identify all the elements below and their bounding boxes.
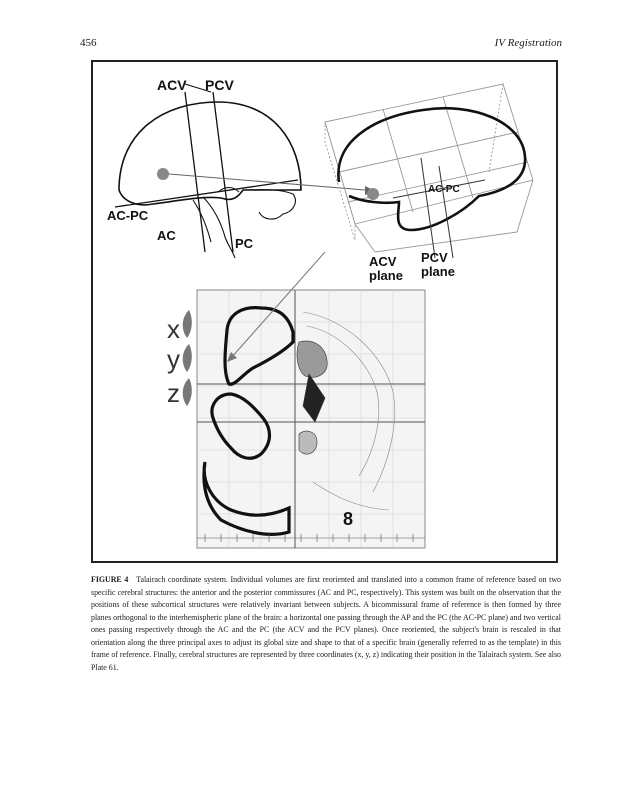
label-pc: PC — [235, 236, 254, 251]
slice-number: 8 — [343, 509, 354, 529]
sagittal-brain-outline — [119, 102, 301, 258]
ac-marker-left — [157, 168, 169, 180]
figure-frame — [91, 60, 558, 563]
label-x: x — [167, 314, 180, 344]
label-acv-top: ACV — [157, 77, 187, 93]
label-acv-plane-1: ACV — [369, 254, 397, 269]
label-y: y — [167, 344, 180, 374]
page-number: 456 — [80, 37, 97, 49]
label-pcv-plane-1: PCV — [421, 250, 448, 265]
atlas-slice — [197, 290, 425, 548]
label-ac: AC — [157, 228, 176, 243]
running-head: IV Registration — [494, 37, 562, 49]
label-pcv-top: PCV — [205, 77, 234, 93]
caption-text: Talairach coordinate system. Individual volumes are first reoriented and translated into a common frame of reference based on two specific cerebral structures: the anterior and the posterior commissures (AC and PC, respectively). This system was built on the observation that the positions of these subcortical structures were relatively invariant between subjects. A bicommissural frame of reference is then formed by three planes orthogonal to the interhemispheric plane of the brain: a horizontal one passing through the AP and the PC (the AC-PC plane) and two vertical ones passing respectively through the AC and the PC (the ACV and the PCV planes). Once reoriented, the subject's brain is rescaled in that orientation along the three principal axes to adjust its global size and shape to that of a specific brain (generally referred to as the template) in this frame of reference. Finally, cerebral structures are represented by three coordinates (x, y, z) indicating their position in the Talairach system. See also Plate 61. — [91, 575, 562, 672]
axis-braces — [183, 310, 192, 406]
label-pcv-plane-2: plane — [421, 264, 455, 279]
label-ac-pc-left: AC-PC — [107, 208, 149, 223]
figure-caption — [91, 574, 561, 674]
caption-lead: FIGURE 4 — [91, 575, 129, 584]
label-z: z — [167, 378, 180, 408]
ac-marker-cube — [367, 188, 379, 200]
label-ac-pc-cube: AC-PC — [428, 184, 460, 195]
label-acv-plane-2: plane — [369, 268, 403, 283]
figure-illustration — [93, 62, 556, 561]
